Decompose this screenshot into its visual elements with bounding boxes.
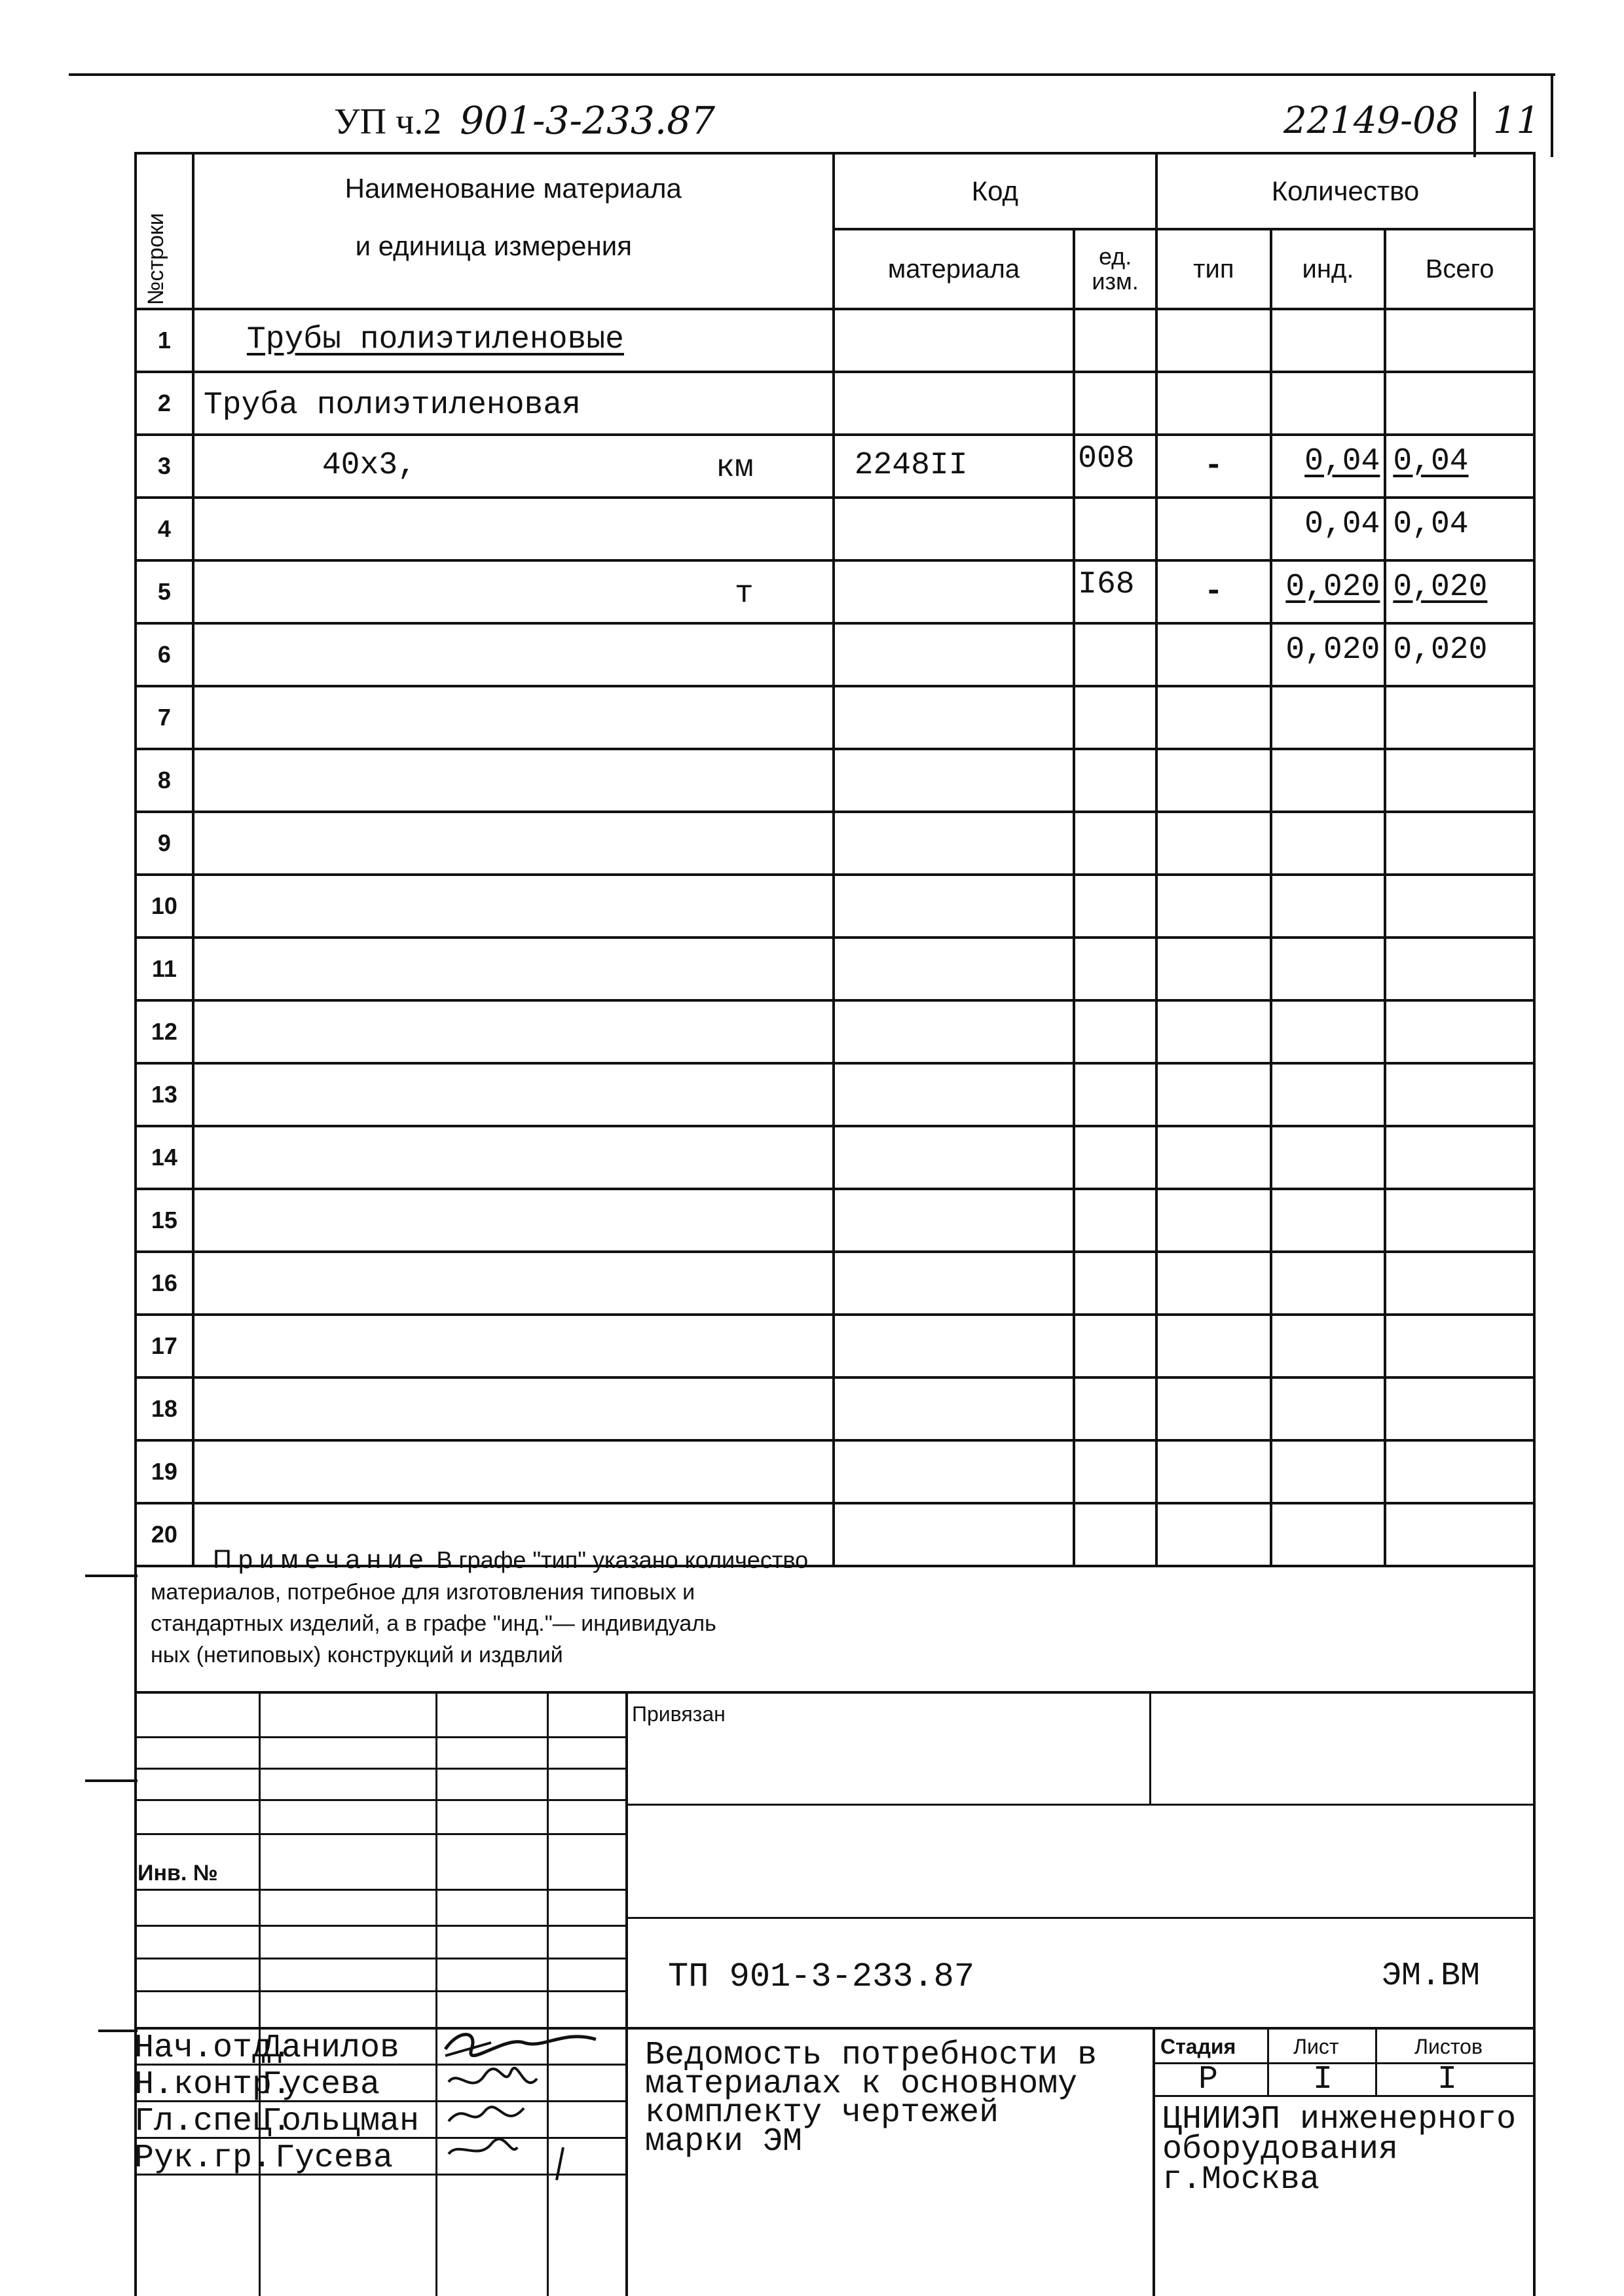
page-number: 11 bbox=[1493, 100, 1540, 142]
row-total-cell bbox=[1385, 309, 1534, 372]
grid-h bbox=[134, 1736, 625, 1738]
row-total-cell bbox=[1385, 560, 1534, 623]
row-type: - bbox=[1204, 448, 1223, 484]
row-code-cell bbox=[834, 1063, 1074, 1126]
row-unit-code: 008 bbox=[1078, 441, 1135, 477]
org-line3: г.Москва bbox=[1162, 2161, 1320, 2198]
table-row bbox=[136, 1189, 1534, 1252]
row-unit-code-cell bbox=[1074, 938, 1156, 1000]
grid-v bbox=[435, 1691, 437, 2296]
stage-divider bbox=[1153, 2027, 1155, 2296]
row-ind-cell bbox=[1271, 1126, 1386, 1189]
row-total-cell bbox=[1385, 1503, 1534, 1566]
row-name-cell bbox=[193, 372, 834, 435]
row-unit-code-cell bbox=[1074, 623, 1156, 686]
row-number-cell bbox=[136, 1000, 193, 1063]
row-name-cell bbox=[193, 938, 834, 1000]
row-name-cell bbox=[193, 435, 834, 498]
privyazan-label: Привязан bbox=[632, 1702, 726, 1726]
row-ind-cell bbox=[1271, 938, 1386, 1000]
row-type-cell bbox=[1156, 560, 1271, 623]
table-row bbox=[136, 1063, 1534, 1126]
row-number: 12 bbox=[151, 1018, 177, 1045]
note-line3: стандартных изделий, а в графе "инд."— индивидуаль bbox=[151, 1611, 716, 1636]
row-name: Трубы полиэтиленовые bbox=[246, 322, 624, 357]
table-row bbox=[136, 1315, 1534, 1377]
row-ind-cell bbox=[1271, 1440, 1386, 1503]
row-name-cell bbox=[193, 1126, 834, 1189]
org-block bbox=[1162, 2101, 1517, 2198]
row-number-cell bbox=[136, 875, 193, 938]
table-row bbox=[136, 938, 1534, 1000]
header-left-hand: 901-3-233.87 bbox=[460, 98, 716, 143]
row-type-cell bbox=[1156, 372, 1271, 435]
doc-mark: ЭМ.ВМ bbox=[1382, 1958, 1481, 1995]
row-type-cell bbox=[1156, 938, 1271, 1000]
row-total: 0,04 bbox=[1393, 507, 1469, 542]
row-type-cell bbox=[1156, 1440, 1271, 1503]
row-number: 2 bbox=[157, 390, 171, 416]
row-type-cell bbox=[1156, 1503, 1271, 1566]
row-name-cell bbox=[193, 749, 834, 812]
stage-label: Стадия bbox=[1160, 2035, 1236, 2058]
row-number-cell bbox=[136, 1377, 193, 1440]
row-code-cell bbox=[834, 1126, 1074, 1189]
row-unit-code-cell bbox=[1074, 1063, 1156, 1126]
row-code-cell bbox=[834, 435, 1074, 498]
row-code-cell bbox=[834, 938, 1074, 1000]
row-ind-cell bbox=[1271, 686, 1386, 749]
row-ind: 0,020 bbox=[1285, 632, 1380, 668]
header-left-code: УП ч.2 bbox=[334, 101, 442, 142]
table-row bbox=[136, 1000, 1534, 1063]
row-number: 14 bbox=[151, 1144, 177, 1171]
row-unit-code: I68 bbox=[1078, 567, 1135, 602]
sig-name-2: Гусева bbox=[262, 2066, 380, 2104]
row-code-cell bbox=[834, 309, 1074, 372]
row-number-cell bbox=[136, 1189, 193, 1252]
row-type-cell bbox=[1156, 1189, 1271, 1252]
row-type-cell bbox=[1156, 498, 1271, 560]
table-row bbox=[136, 875, 1534, 938]
frame-right bbox=[1533, 1532, 1536, 2296]
row-code-cell bbox=[834, 1377, 1074, 1440]
col-header-row-no-text: №строки bbox=[143, 213, 168, 305]
row-type-cell bbox=[1156, 1126, 1271, 1189]
grid-h bbox=[134, 1925, 625, 1927]
row-total: 0,020 bbox=[1393, 570, 1488, 605]
stage-v bbox=[1375, 2027, 1377, 2097]
note-line2: материалов, потребное для изготовления типовых и bbox=[151, 1580, 695, 1605]
row-unit-code-cell bbox=[1074, 1377, 1156, 1440]
table-row bbox=[136, 560, 1534, 623]
row-number: 6 bbox=[157, 641, 171, 668]
sig-name-3: Гольцман bbox=[262, 2103, 420, 2140]
table-row bbox=[136, 435, 1534, 498]
table-row bbox=[136, 623, 1534, 686]
row-ind-cell bbox=[1271, 812, 1386, 875]
row-code-cell bbox=[834, 812, 1074, 875]
row-type-cell bbox=[1156, 812, 1271, 875]
row-number: 10 bbox=[151, 892, 177, 919]
note-line4: ных (нетиповых) конструкций и издвлий bbox=[151, 1643, 563, 1667]
row-total-cell bbox=[1385, 875, 1534, 938]
row-unit: км bbox=[716, 450, 754, 486]
row-total-cell bbox=[1385, 435, 1534, 498]
row-name-cell bbox=[193, 1000, 834, 1063]
stage-value: Р bbox=[1198, 2061, 1219, 2098]
row-type-cell bbox=[1156, 1377, 1271, 1440]
table-row bbox=[136, 749, 1534, 812]
col-header-name bbox=[193, 153, 834, 309]
row-code-cell bbox=[834, 686, 1074, 749]
row-number: 4 bbox=[157, 515, 171, 542]
table-row bbox=[136, 372, 1534, 435]
col-header-code: Код bbox=[834, 153, 1156, 229]
row-unit-code-cell bbox=[1074, 1189, 1156, 1252]
row-type-cell bbox=[1156, 309, 1271, 372]
row-total-cell bbox=[1385, 1377, 1534, 1440]
margin-tick bbox=[85, 1575, 138, 1577]
row-code-cell bbox=[834, 1315, 1074, 1377]
row-total-cell bbox=[1385, 1189, 1534, 1252]
stamp-top bbox=[134, 1691, 1536, 1694]
grid-h bbox=[134, 1799, 625, 1801]
row-number: 8 bbox=[157, 767, 171, 793]
col-header-code-material: материала bbox=[834, 229, 1074, 309]
row-type-cell bbox=[1156, 1315, 1271, 1377]
sheet-label: Лист bbox=[1293, 2035, 1339, 2058]
stamp-h bbox=[625, 1804, 1536, 1806]
row-code-cell bbox=[834, 749, 1074, 812]
row-type-cell bbox=[1156, 875, 1271, 938]
sig-role-2: Н.контр. bbox=[134, 2066, 292, 2104]
table-row bbox=[136, 1440, 1534, 1503]
row-total-cell bbox=[1385, 749, 1534, 812]
row-total-cell bbox=[1385, 1252, 1534, 1315]
row-unit-code-cell bbox=[1074, 1503, 1156, 1566]
row-number-cell bbox=[136, 309, 193, 372]
sheets-label: Листов bbox=[1414, 2035, 1483, 2058]
row-number: 19 bbox=[151, 1458, 177, 1485]
org-line1: ЦНИИЭП инженерного bbox=[1162, 2101, 1517, 2138]
row-name-cell bbox=[193, 1252, 834, 1315]
grid-h bbox=[134, 1990, 625, 1992]
row-number: 3 bbox=[157, 452, 171, 479]
row-name-cell bbox=[193, 1315, 834, 1377]
row-ind: 0,04 bbox=[1304, 507, 1380, 542]
row-ind-cell bbox=[1271, 435, 1386, 498]
col-header-qty-ind: инд. bbox=[1271, 229, 1386, 309]
row-ind-cell bbox=[1271, 372, 1386, 435]
row-number: 13 bbox=[151, 1081, 177, 1108]
header-series bbox=[334, 98, 715, 143]
row-unit-code-cell bbox=[1074, 498, 1156, 560]
row-name-cell bbox=[193, 560, 834, 623]
row-type: - bbox=[1204, 574, 1223, 610]
sig-name-1: Данилов bbox=[262, 2030, 400, 2067]
col-header-qty-type: тип bbox=[1156, 229, 1271, 309]
row-total-cell bbox=[1385, 938, 1534, 1000]
row-code-cell bbox=[834, 1440, 1074, 1503]
row-code-cell bbox=[834, 623, 1074, 686]
row-number-cell bbox=[136, 623, 193, 686]
note-line1: В графе "тип" указано количество bbox=[430, 1546, 809, 1573]
grid-h bbox=[134, 1889, 625, 1891]
row-total-cell bbox=[1385, 1315, 1534, 1377]
row-unit-code-cell bbox=[1074, 812, 1156, 875]
row-number: 15 bbox=[151, 1207, 177, 1233]
row-number: 18 bbox=[151, 1395, 177, 1422]
row-number-cell bbox=[136, 749, 193, 812]
row-code-cell bbox=[834, 1000, 1074, 1063]
row-ind-cell bbox=[1271, 749, 1386, 812]
row-name: Труба полиэтиленовая bbox=[203, 388, 581, 423]
grid-v bbox=[547, 1691, 549, 2296]
row-code-cell bbox=[834, 1189, 1074, 1252]
row-number-cell bbox=[136, 1252, 193, 1315]
row-number: 11 bbox=[151, 955, 177, 982]
note-label: Примечание bbox=[213, 1545, 430, 1574]
row-name-cell bbox=[193, 498, 834, 560]
row-unit-code-cell bbox=[1074, 1000, 1156, 1063]
row-name-cell bbox=[193, 309, 834, 372]
table-row bbox=[136, 309, 1534, 372]
row-number-cell bbox=[136, 1315, 193, 1377]
row-unit-code-cell bbox=[1074, 372, 1156, 435]
row-total-cell bbox=[1385, 1063, 1534, 1126]
note-block bbox=[151, 1544, 808, 1671]
row-type-cell bbox=[1156, 1063, 1271, 1126]
table-row bbox=[136, 498, 1534, 560]
doc-title-line3: комплекту чертежей bbox=[645, 2094, 999, 2132]
row-name-cell bbox=[193, 686, 834, 749]
row-unit-code-cell bbox=[1074, 1440, 1156, 1503]
stage-v bbox=[1267, 2027, 1269, 2097]
sig-role-3: Гл.спец. bbox=[134, 2103, 292, 2140]
row-unit-code-cell bbox=[1074, 435, 1156, 498]
row-number-cell bbox=[136, 1063, 193, 1126]
grid-v bbox=[625, 1691, 628, 2296]
grid-v bbox=[259, 1691, 261, 2296]
row-total-cell bbox=[1385, 1000, 1534, 1063]
row-code-cell bbox=[834, 1252, 1074, 1315]
row-unit-code-cell bbox=[1074, 1126, 1156, 1189]
row-number-cell bbox=[136, 435, 193, 498]
row-name-cell bbox=[193, 623, 834, 686]
sig-role-4: Рук.гр. bbox=[134, 2140, 272, 2177]
row-unit-code-cell bbox=[1074, 560, 1156, 623]
row-ind-cell bbox=[1271, 498, 1386, 560]
header-right-hand: 22149-08 bbox=[1283, 100, 1460, 142]
top-rule bbox=[69, 73, 1555, 76]
row-number: 20 bbox=[151, 1521, 177, 1548]
row-code-cell bbox=[834, 1503, 1074, 1566]
row-ind-cell bbox=[1271, 560, 1386, 623]
row-unit-code-cell bbox=[1074, 1315, 1156, 1377]
row-ind-cell bbox=[1271, 1503, 1386, 1566]
row-name-cell bbox=[193, 812, 834, 875]
row-number: 17 bbox=[151, 1332, 177, 1359]
row-number: 1 bbox=[157, 327, 171, 354]
col-header-code-unit: ед. изм. bbox=[1074, 229, 1156, 309]
table-row bbox=[136, 1126, 1534, 1189]
sheets-value: I bbox=[1437, 2061, 1458, 2098]
table-row bbox=[136, 1252, 1534, 1315]
table-row bbox=[136, 1377, 1534, 1440]
row-unit-code-cell bbox=[1074, 749, 1156, 812]
row-total-cell bbox=[1385, 1126, 1534, 1189]
row-name-cell bbox=[193, 875, 834, 938]
doc-title-line4: марки ЭМ bbox=[645, 2123, 803, 2160]
col-header-qty: Количество bbox=[1156, 153, 1534, 229]
materials-table bbox=[134, 152, 1536, 1567]
row-unit: т bbox=[734, 576, 754, 611]
row-total-cell bbox=[1385, 1440, 1534, 1503]
doc-code: ТП 901-3-233.87 bbox=[668, 1958, 975, 1996]
row-total-cell bbox=[1385, 372, 1534, 435]
margin-tick bbox=[85, 1779, 138, 1782]
row-ind: 0,020 bbox=[1285, 570, 1380, 605]
row-number-cell bbox=[136, 1126, 193, 1189]
row-unit-code-cell bbox=[1074, 309, 1156, 372]
row-number-cell bbox=[136, 938, 193, 1000]
row-total: 0,04 bbox=[1393, 444, 1469, 479]
stamp-h bbox=[625, 2027, 1536, 2030]
row-number: 5 bbox=[157, 578, 171, 605]
row-total-cell bbox=[1385, 623, 1534, 686]
row-ind-cell bbox=[1271, 623, 1386, 686]
row-number-cell bbox=[136, 372, 193, 435]
grid-h bbox=[134, 1833, 625, 1835]
row-type-cell bbox=[1156, 435, 1271, 498]
doc-title-line1: Ведомость потребности в bbox=[645, 2037, 1098, 2074]
sheet-value: I bbox=[1313, 2061, 1333, 2098]
row-ind-cell bbox=[1271, 1315, 1386, 1377]
doc-title-line2: материалах к основному bbox=[645, 2066, 1078, 2103]
grid-h bbox=[134, 1958, 625, 1959]
row-number-cell bbox=[136, 1440, 193, 1503]
row-code-cell bbox=[834, 498, 1074, 560]
org-line2: оборудования bbox=[1162, 2131, 1399, 2168]
row-number-cell bbox=[136, 560, 193, 623]
row-name-cell bbox=[193, 1189, 834, 1252]
row-number-cell bbox=[136, 812, 193, 875]
row-ind-cell bbox=[1271, 1189, 1386, 1252]
page-number-frame bbox=[1473, 92, 1476, 157]
handwritten-signatures bbox=[432, 2023, 629, 2187]
page-number-frame bbox=[1551, 73, 1553, 157]
col-header-name-line2: и единица измерения bbox=[355, 230, 632, 261]
row-ind-cell bbox=[1271, 1377, 1386, 1440]
row-name: 40х3, bbox=[322, 448, 416, 483]
row-name-cell bbox=[193, 1440, 834, 1503]
row-type-cell bbox=[1156, 1252, 1271, 1315]
row-ind-cell bbox=[1271, 1063, 1386, 1126]
row-code-cell bbox=[834, 372, 1074, 435]
row-type-cell bbox=[1156, 1000, 1271, 1063]
row-name-cell bbox=[193, 1063, 834, 1126]
sig-role-1: Нач.отд. bbox=[134, 2030, 292, 2067]
row-total-cell bbox=[1385, 812, 1534, 875]
row-type-cell bbox=[1156, 623, 1271, 686]
row-ind-cell bbox=[1271, 875, 1386, 938]
row-number-cell bbox=[136, 686, 193, 749]
inv-no-label: Инв. № bbox=[138, 1861, 218, 1886]
table-row bbox=[136, 686, 1534, 749]
margin-tick bbox=[98, 2030, 138, 2032]
row-ind-cell bbox=[1271, 309, 1386, 372]
row-code: 2248II bbox=[854, 448, 968, 483]
row-total-cell bbox=[1385, 686, 1534, 749]
col-header-qty-total: Всего bbox=[1385, 229, 1534, 309]
row-number: 7 bbox=[157, 704, 171, 731]
privyazan-divider bbox=[1149, 1691, 1151, 1806]
col-header-name-line1: Наименование материала bbox=[344, 173, 682, 204]
row-unit-code-cell bbox=[1074, 875, 1156, 938]
row-number: 16 bbox=[151, 1269, 177, 1296]
sig-name-4: Гусева bbox=[275, 2140, 394, 2177]
row-total-cell bbox=[1385, 498, 1534, 560]
row-ind-cell bbox=[1271, 1000, 1386, 1063]
row-total: 0,020 bbox=[1393, 632, 1488, 668]
row-code-cell bbox=[834, 875, 1074, 938]
frame-left bbox=[134, 1532, 137, 2296]
stamp-h bbox=[625, 1917, 1536, 1919]
row-ind: 0,04 bbox=[1304, 444, 1380, 479]
row-number: 9 bbox=[157, 829, 171, 856]
grid-h bbox=[134, 1768, 625, 1770]
row-unit-code-cell bbox=[1074, 686, 1156, 749]
table-row bbox=[136, 812, 1534, 875]
doc-title bbox=[645, 2037, 1098, 2160]
row-ind-cell bbox=[1271, 1252, 1386, 1315]
row-code-cell bbox=[834, 560, 1074, 623]
row-name-cell bbox=[193, 1377, 834, 1440]
row-type-cell bbox=[1156, 749, 1271, 812]
row-type-cell bbox=[1156, 686, 1271, 749]
row-number-cell bbox=[136, 498, 193, 560]
row-unit-code-cell bbox=[1074, 1252, 1156, 1315]
